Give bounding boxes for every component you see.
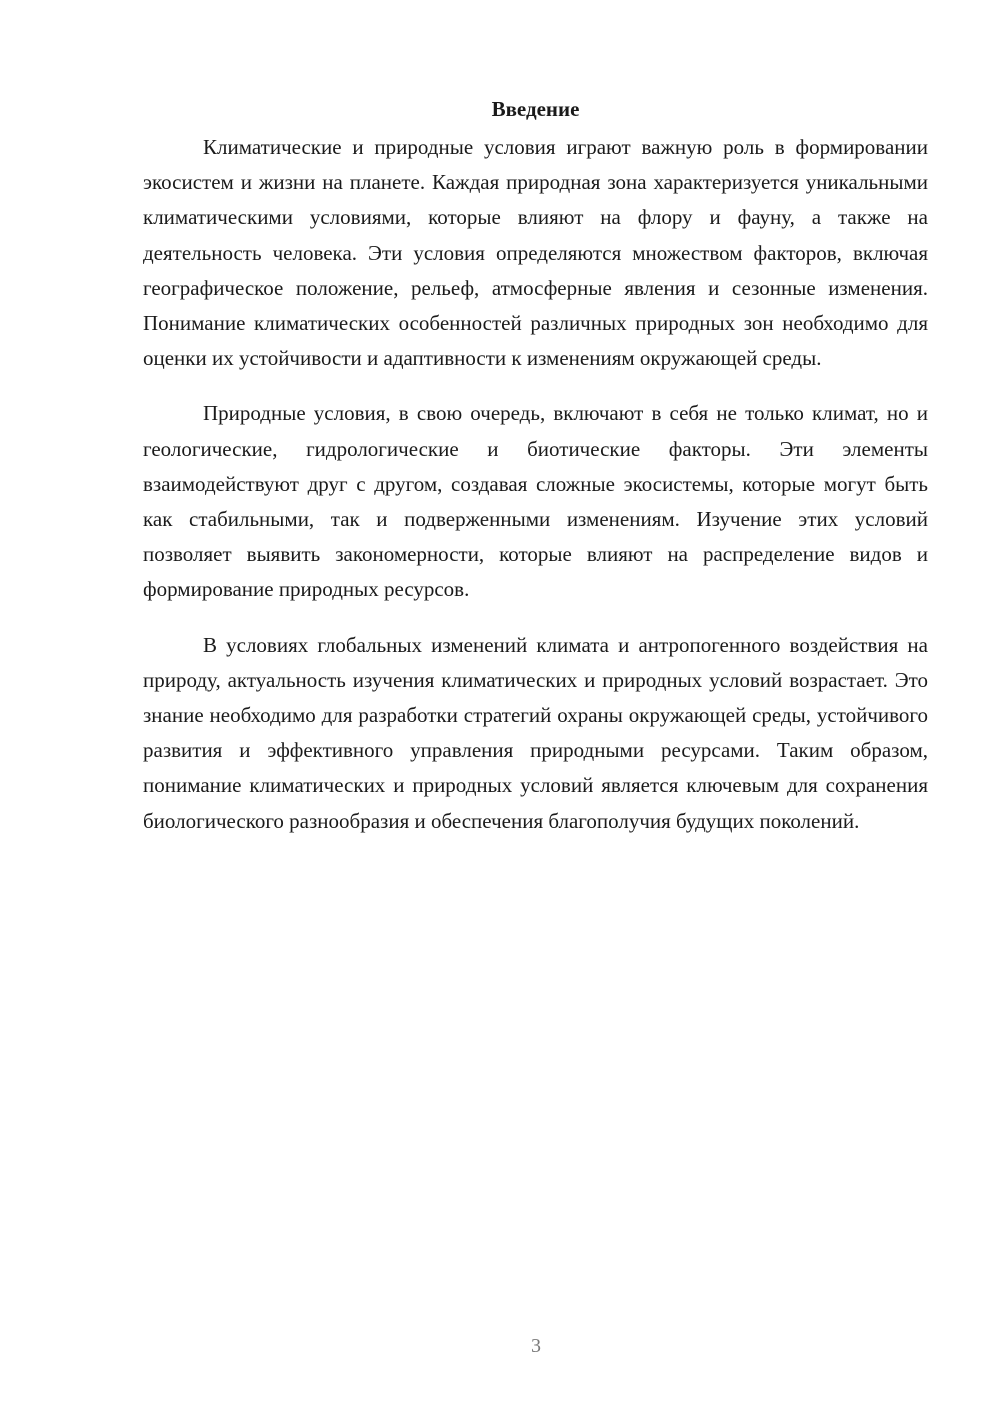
section-heading: Введение [491,97,580,121]
page-content [143,92,928,859]
paragraph-2: Природные условия, в свою очередь, включают в себя не только климат, но и геологические, гидрологические и биотические факторы. Эти элементы взаимодействуют друг с другом, создавая сложные экосистемы, которые могут быть как стабильными, так и подверженными изменениям. Изучение этих условий позволяет выявить закономерности, которые влияют на распределение видов и формирование природных ресурсов. [143,401,928,602]
paragraph-3: В условиях глобальных изменений климата и антропогенного воздействия на природу, актуальность изучения климатических и природных условий возрастает. Это знание необходимо для разработки стратегий охраны окружающей среды, устойчивого развития и эффективного управления природными ресурсами. Таким образом, понимание климатических и природных условий является ключевым для сохранения биологического разнообразия и обеспечения благополучия будущих поколений. [143,632,928,833]
page-number: 3 [531,1335,541,1357]
paragraph-1: Климатические и природные условия играют важную роль в формировании экосистем и жизни на планете. Каждая природная зона характеризуется уникальными климатическими условиями, которые влияют на флору и фауну, а также на деятельность человека. Эти условия определяются множеством факторов, включая географическое положение, рельеф, атмосферные явления и сезонные изменения. Понимание климатических особенностей различных природных зон необходимо для оценки их устойчивости и адаптивности к изменениям окружающей среды. [143,135,928,371]
